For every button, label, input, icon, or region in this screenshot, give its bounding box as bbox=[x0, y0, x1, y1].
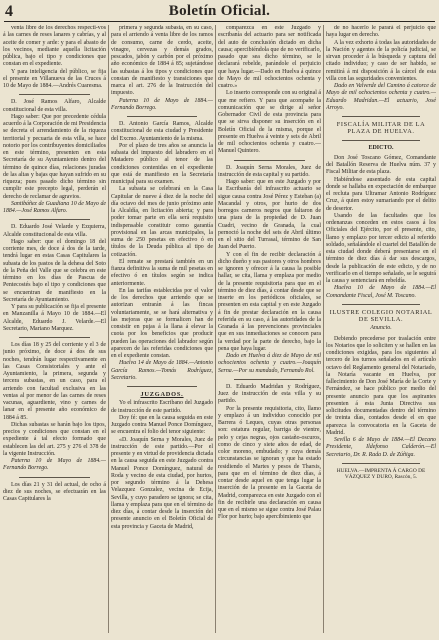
paragraph: Don José Toscano Gómez, Comandante del Batallón Reserva de Huelva núm. 37 y Fiscal Militar de esta plaza. bbox=[326, 154, 436, 176]
paragraph: «D. Joaquín Serna y Morales, Juez de instrucción de este partido.—Por el presente y en virtud de providencia dictada en la causa seguida en este Juzgado contra Manuel Ponce Domínguez, natural de Roda y vecino de esta ciudad, por hurtos, por segundo término á la Dehesa Velazquez Gonzalez, vecina de Ecija, Sevilla, y cuyo paradero se ignora; se cita, llama y emplaza para que en el término de diez días, á contar desde la inserción del presente anuncio en el Boletín Oficial de esta provincia y Gaceta de Madrid, bbox=[111, 436, 213, 530]
paragraph: Hago saber: que en este Juzgado y por la Escribanía del infrascrito actuario se sigue causa contra José Pérez y Esteban (a) Macandal y otros, por hurto de dos borregos carneros negros que faltaron de una piara de la propiedad de D. Juan Cuadri, vecino de Granada, la cual pernoctó la noche del seis de Abril último en el sitio del Turrasal, término de San Juan del Puerto. bbox=[218, 179, 321, 251]
column-3 bbox=[218, 25, 321, 635]
paragraph: Hago saber: Que por precedente cédula acuerdo á la Corporación de mi Presidencia se decreta el arrendamiento de la riqueza territorial y pecuaria de esta villa, se hace notorio por los contribuyentes domiciliados en este término, presenten en esta Secretaría de su Ayuntamiento dentro del término de quince días, relaciones juradas de las altas y bajas que hayan sufrido en su riqueza; pues pasado dicho término sin cumplir este precepto legal, perderán el derecho de reclamar de agravios. bbox=[3, 113, 106, 200]
paragraph: Y para inteligencia del público, se fija el presente en Villanueva de las Cruces á 10 de Mayo de 1884.—Andrés Cuaresma. bbox=[3, 68, 106, 89]
separator-rule bbox=[234, 379, 305, 380]
signature-line: Dado en Huelva á diez de Mayo de mil ochocientos ochenta y cuatro.—Joaquín Serna.—Por su mandado, Fernando Rol. bbox=[218, 353, 321, 374]
column-4 bbox=[326, 25, 436, 635]
fiscalia-heading: FISCALÍA MILITAR DE LA PLAZA DE HUELVA. bbox=[336, 121, 426, 136]
signature-line: Huelva 14 de Mayo de 1884.—Antonio García Ramos.—Tomás Rodríguez, Secretario. bbox=[111, 360, 213, 381]
column-divider bbox=[323, 25, 324, 633]
paragraph: D. José Ramos Alfaro, Alcalde constitucional de esta villa. bbox=[3, 99, 106, 113]
column-2 bbox=[111, 25, 213, 635]
signature-line: Paterna 10 de Mayo de 1884.—Fernando Borrego. bbox=[3, 458, 106, 472]
paragraph: Lo inserto corresponde con su original á que me refiero. Y para que acompañe la comunicación que se dirige al señor Gobernador Civil de esta provincia para que se sirva disponer su inserción en el Boletín Oficial de la misma, porque el presente en Huelva á veinte y seis de Abril de mil ochocientos ochenta y cuatro.—Manuel Quintero. bbox=[218, 90, 321, 155]
separator-rule bbox=[342, 463, 420, 464]
paragraph: La subasta se celebrará en la Casa Capitular de nueve á diez de la noche del día octavo del mes de junio próximo ante la Alcaldía, en licitación abierta; y para poder tomar parte en ella será requisito indispensable constituir como garantía provisional en las arcas municipales, la suma de 250 pesetas en efectivo ó en títulos de la Deuda pública al tipo de cotización. bbox=[111, 186, 213, 258]
paragraph: comparezca en este Juzgado y escribanía del actuario para ser notificada del auto de conclusión dictado en dicha causa; apercibiéndola que de no verificarlo, pasado que sea dicho término, se le declarará rebelde, parándole el perjuicio que haya lugar.—Dado en Huelva á quince de Mayo de mil ochocientos ochenta y cuatro.» bbox=[218, 25, 321, 89]
paragraph: En las tarifas establecidas por el valor de los derechos que arriendo que se autorizan entrarán á las fincas voluntariamente, se se hará alternativa y las mejoras que se formalicen han de consistir en pujas á la llana á elevar la cuota por los beneficios que producir pueden las operaciones del labrador según aparecen de las referidas condiciones que en el expediente constan. bbox=[111, 287, 213, 359]
paragraph: de no hacerlo le parará el perjuicio que haya lugar en derecho. bbox=[326, 25, 436, 39]
separator-rule bbox=[19, 94, 90, 95]
printer-imprint: HUELVA.—IMPRENTA Á CARGO DE VÁZQUEZ Y DURO, Rascón, 5. bbox=[336, 467, 426, 481]
separator-rule bbox=[342, 140, 420, 141]
paragraph: Los días 21 y 31 del actual, de ocho á diez de sus noches, se efectuarán en las Casas Capitulares la bbox=[3, 481, 106, 502]
section-heading-juzgados: JUZGADOS. bbox=[140, 391, 184, 398]
paragraph: Hago saber: que el domingo 18 del corriente mes, de doce á dos de la tarde, tendrá lugar en estas Casas Capitulares la subasta de los pastos de la dehesa del Soto de la Peña del Valle que se celebra en este término en los días de Pascua de Pentecostés bajo el tipo y condiciones que se encuentran de manifiesto en la Secretaría de Ayuntamiento. bbox=[3, 238, 106, 303]
column-divider bbox=[215, 25, 216, 633]
paragraph: D. Eduardo Madridan y Rodríguez, Juez de instrucción de esta villa y su partido. bbox=[218, 383, 321, 405]
separator-rule bbox=[342, 116, 420, 117]
separator-rule bbox=[19, 219, 90, 220]
header-rule bbox=[4, 21, 435, 22]
separator-rule bbox=[127, 386, 197, 387]
paragraph: Yo el infrascrito Escribano del Juzgado de instrucción de este partido. bbox=[111, 400, 213, 414]
paragraph: Habiéndose ausentado de esta capital donde se hallaba en expectación de embarque el recluta para Ultramar Antonio Rodríguez Cruz, á quien estoy sumariando por el delito de desertor. bbox=[326, 176, 436, 212]
separator-rule bbox=[127, 116, 197, 117]
column-1 bbox=[3, 25, 106, 635]
paragraph: D. Eduardo José Velarde y Ezquierra, Alcalde constitucional de esta villa. bbox=[3, 224, 106, 238]
edicto-heading: EDICTO. bbox=[368, 144, 394, 151]
paragraph: venta libre de los derechos respecti-vos á las carnes de reses lanares y cabrías, y al aceite de comer y arde: y para el abasto de los vecinos, mediante aquella licitación pública, bajo el tipo y condiciones que constan en el expediente. bbox=[3, 25, 106, 68]
colegio-notarial-heading: ILUSTRE COLEGIO NOTARIAL DE SEVILLA. bbox=[329, 308, 433, 323]
paragraph: Por el plazo de tres años se anuncia la subasta del impuesto del labradero en el Matadero público al tenor de las condiciones contenidas en el expediente que está de manifiesto en la Secretaría municipal para su examen. bbox=[111, 142, 213, 185]
separator-rule bbox=[342, 304, 420, 305]
column-divider bbox=[108, 25, 109, 633]
paragraph: El remate se prestará también en un fianza definitiva la suma de mil pesetas en efectivo ó en títulos según se indica anteriormente. bbox=[111, 258, 213, 287]
paragraph: Doy fé: que en la causa seguida en este Juzgado contra Manuel Ponce Domínguez, se encuentra el folio del tenor siguiente: bbox=[111, 414, 213, 436]
paragraph: primera y segunda subasta, en su caso, para el arriendo á venta libre de los ramos de consumo, carne de cerdo, aceite, vinagre, cervezas y demás grados, pescados, jabón y carbón por el próximo año económico de 1884 á 85; sujetándose las subastas á los tipos y condiciones que constan de manifiesto y transiciones que marca el art. 276 de la Instrucción del impuesto. bbox=[111, 25, 213, 97]
separator-rule bbox=[234, 160, 305, 161]
paragraph: Dichas subastas se harán bajo los tipos, precios y condiciones que constan en el expediente á tal efecto formado que establecen las del art. 275 y 276 el 378 de la vigente Instrucción. bbox=[3, 421, 106, 457]
paragraph: Usando de las facultades que los ordenanzas conceden en estos casos á los Oficiales del Ejército, por el presente, cito, llamo y emplazo por tercer edicto al referido soldado, señalándole el cuartel del Batallón de esta ciudad donde deberá presentarse en el término de diez días á dar sus descargos, desde la publicación de este edicto, y de no verificarlo en el tiempo señalado, se le seguirá la causa y sentenciará en rebeldía. bbox=[326, 212, 436, 284]
page-number: 4 bbox=[5, 3, 13, 20]
paragraph: Debiendo precederse por traslación entre los Notarios que lo soliciten y se hallen en las condiciones exigidas, para los siguientes al tercero de los turnos señalados en el artículo octavo del Reglamento general del Notariado, la Notaría vacante en Huelva, por fallecimiento de Don José María de la Corte y Fernández, se hace público por medio del presente anuncio para que los aspirantes presenten á esta Junta Directiva sus solicitudes documentadas dentro del término de treinta días, contados desde el en que aparezca la convocatoria en la Gaceta de Madrid. bbox=[326, 335, 436, 436]
paragraph: Y para su publicación se fija el presente en Manzanilla á Mayo 10 de 1884.—El Alcalde, Eduardo J. Velarde.—El Secretario, Mariano Marquez. bbox=[3, 304, 106, 332]
separator-rule bbox=[19, 477, 90, 478]
paragraph: D. Joaquín Serna Morales, Juez de instrucción de esta capital y su partido. bbox=[218, 164, 321, 178]
paragraph: A la vez exhorto á todas las autoridades de la Nación y agentes de la policía judicial, se sirvan proceder á la búsqueda y captura del citado individuo; y caso de ser habido, se remitirá á mi disposición á la cárcel de esta villa con las seguridades convenientes. bbox=[326, 39, 436, 82]
paragraph: D. Antonio García Ramos, Alcalde constitucional de esta ciudad y Presidente del Excmo. Ayuntamiento de la misma. bbox=[111, 121, 213, 142]
separator-rule bbox=[19, 337, 90, 338]
signature-line: Dado en Valverde del Camino á catorce de Mayo de mil ochocientos ochenta y cuatro.—Eduardo Madridan.—El actuario, José Arroyo. bbox=[326, 83, 436, 111]
page-title: Boletín Oficial. bbox=[168, 3, 271, 19]
paragraph: Por la presente requisitoria, cito, llamo y emplazo á un individuo conocido por Barrera ó Leques, cuyas otras personas son: estatura regular, barriga de vientre, pelo y cejas negras, ojos castaño-oscuros, como de cinco y siete años de edad, de color moreno, embudado; y cuya demás circunstancias se ignoran y que ha estado residiendo el Martes y pesos de Tharsis, para que en el término de diez días, á contar desde aquel en que tenga lugar la inserción de la presente en la Gaceta de Madrid, comparezca en este Juzgado con el fin de recibirle una declaración en causa que en el mismo se sigue contra José Palau Flor por hurto; bajo apercibimiento que bbox=[218, 405, 321, 521]
signature-line: Paterna 10 de Mayo de 1884.—Fernando Borrego. bbox=[111, 97, 213, 111]
signature-line: Santibáñez de Guadiana 10 de Mayo de 1884.—José Ramos Alfaro. bbox=[3, 200, 106, 214]
anuncio-heading: Anuncio. bbox=[370, 325, 392, 332]
signature-line: Sevilla 6 de Mayo de 1884.—El Decano Presidente, Ildefonso Calderón.—El Secretario, Dr. R. Rada D. de Zúñiga. bbox=[326, 437, 436, 458]
paragraph: Y con el fin de recibir declaración á dicho dueño y sus pastores y otros hombres se ignoren y ofrecer á la causa la posible hallar, se cita, llama y emplaza por medio de la presente requisitoria para que en el término de diez días, á contar desde que se inserte en los periódicos oficiales, se presenten en esta capital y en este Juzgado á fin de prestar declaración en la causa referida en su caso, á las autoridades de la Granada á las prevenciones provinciales que en sus inmediaciones se conocen para la verdad por la parte de derecho, bajo la pena que haya lugar. bbox=[218, 251, 321, 352]
paragraph: Los días 18 y 25 del corriente y el 3 de junio próximo, de doce á dos de sus noches, tendrán lugar respectivamente en las Casas Consistoriales y ante el Ayuntamiento, la primera, segunda y tercera subastas, en un caso, para el arriendo con facultad exclusiva en las ventas al por menor de las carnes de reses vacunas, aguardiente, vino y carnes de lanar en el presente año económico de 1884 á 85. bbox=[3, 342, 106, 421]
page-header bbox=[0, 0, 439, 22]
signature-line: Huelva 10 de Mayo de 1884.—El Comandante Fiscal, José M. Toscano. bbox=[326, 285, 436, 299]
